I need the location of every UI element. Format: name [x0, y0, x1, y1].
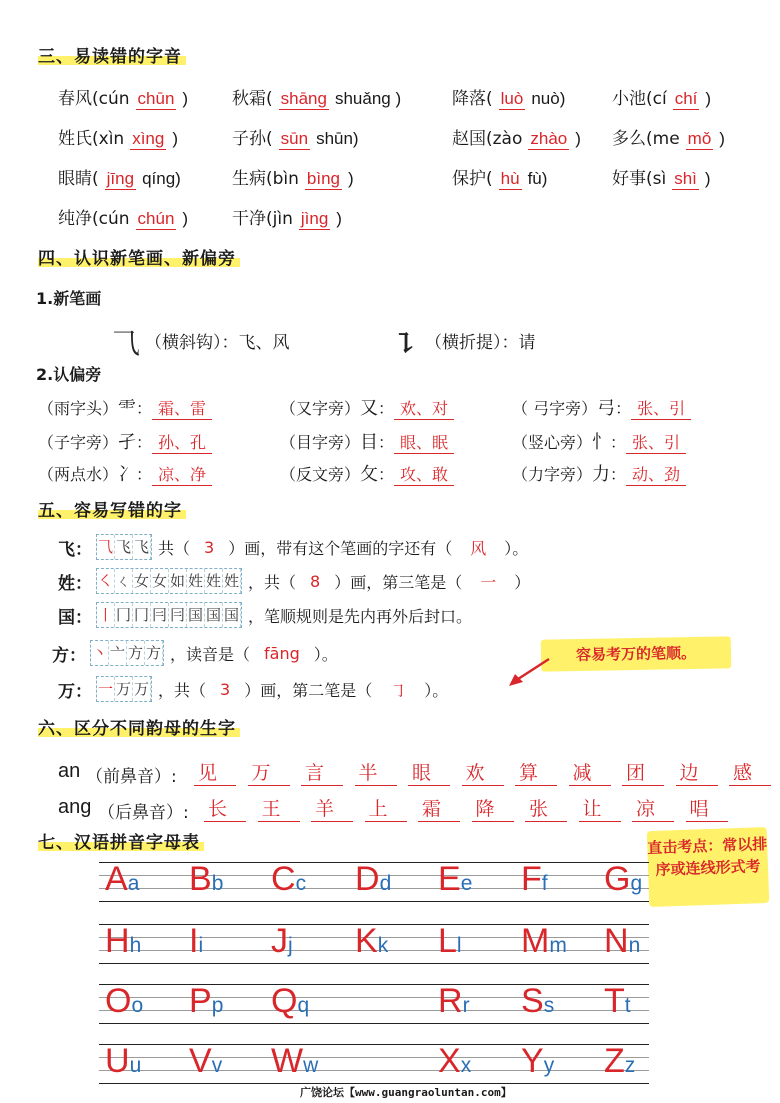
- sub-new-strokes: 1.新笔画: [36, 289, 102, 308]
- letter-pair: [355, 922, 388, 961]
- an-label: an: [58, 760, 81, 782]
- reading-item: [58, 124, 178, 149]
- radical-item: [38, 428, 212, 454]
- writing-label: 飞：: [58, 539, 92, 560]
- reading-tail: ): [705, 89, 712, 108]
- stroke-step: ㇛: [97, 569, 115, 593]
- reading-tail: ): [575, 129, 581, 148]
- radical-chars: 张、引: [626, 433, 686, 454]
- reading-answer: luò: [500, 89, 524, 108]
- radical-item: [38, 460, 212, 486]
- reading-tail: ): [336, 209, 342, 228]
- uppercase-letter: Y: [521, 1042, 544, 1080]
- reading-answer: mǒ: [687, 129, 712, 148]
- writing-text: ）: [514, 572, 531, 592]
- rule-line: [99, 997, 649, 998]
- reading-word: 姓氏(xìn: [58, 129, 125, 149]
- radical-chars: 欢、对: [394, 399, 454, 420]
- radical-chars: 动、劲: [626, 465, 686, 486]
- reading-answer: jìng: [300, 209, 329, 228]
- stroke-step: 女: [133, 569, 151, 593]
- lowercase-letter: i: [198, 934, 204, 957]
- reading-tail: ): [182, 209, 189, 228]
- radical-chars: 张、引: [631, 399, 691, 420]
- an-character: 半: [355, 758, 397, 786]
- radical-name: （目字旁）: [280, 433, 361, 452]
- letter-pair: [105, 1042, 141, 1081]
- reading-tail: nuò): [531, 89, 566, 108]
- reading-item: [232, 124, 359, 149]
- radical-colon: ：: [378, 465, 395, 484]
- lowercase-letter: q: [297, 994, 310, 1017]
- reading-item: [612, 164, 711, 189]
- letter-pair: [105, 922, 141, 961]
- writing-text: ，读音是（: [170, 644, 251, 664]
- ang-character: 张: [525, 794, 567, 822]
- letter-pair: [604, 1042, 635, 1081]
- lowercase-letter: f: [541, 872, 548, 895]
- reading-item: [58, 84, 188, 109]
- ruled-band: [99, 984, 649, 1024]
- stroke-order-grid: [96, 676, 152, 702]
- writing-text: ）。: [313, 644, 338, 664]
- radical-colon: ：: [378, 399, 395, 418]
- stroke-step: 冃: [169, 603, 187, 627]
- uppercase-letter: G: [604, 860, 631, 898]
- section7-title: 七、汉语拼音字母表: [38, 832, 204, 854]
- uppercase-letter: V: [189, 1042, 212, 1080]
- writing-text: 共（: [158, 538, 191, 558]
- reading-answer: zhào: [530, 129, 568, 148]
- radical-chars: 攻、敢: [394, 465, 454, 486]
- letter-pair: [189, 860, 223, 899]
- ang-character: 上: [365, 794, 407, 822]
- reading-word: 纯净(cún: [58, 209, 130, 229]
- stroke-step: 万: [133, 677, 151, 701]
- stroke-step: 飞: [115, 535, 133, 559]
- reading-answer: chūn: [137, 89, 175, 108]
- radical-chars: 孙、孔: [152, 433, 212, 454]
- reading-word: 赵国(zào: [452, 129, 523, 149]
- radical-item: [512, 428, 686, 454]
- an-character: 见: [194, 758, 236, 786]
- reading-tail: ): [719, 129, 725, 148]
- reading-item: [232, 84, 401, 109]
- rule-line: [99, 1023, 649, 1024]
- radical-item: [38, 394, 212, 420]
- uppercase-letter: X: [438, 1042, 461, 1080]
- writing-answer: fāng: [264, 643, 300, 663]
- lowercase-letter: t: [624, 994, 631, 1017]
- reading-item: [612, 124, 725, 149]
- stroke-step: 国: [205, 603, 223, 627]
- radical-glyph: 弓: [597, 398, 616, 419]
- letter-pair: [189, 1042, 222, 1081]
- lowercase-letter: h: [129, 934, 142, 957]
- reading-word: 秋霜(: [232, 89, 273, 109]
- lowercase-letter: d: [379, 872, 392, 895]
- writing-text: ，共（: [158, 680, 207, 700]
- an-character: 欢: [462, 758, 504, 786]
- letter-pair: [521, 1042, 554, 1081]
- radical-glyph: 攵: [360, 464, 379, 485]
- exam-point-note: 直击考点：常以排序或连线形式考: [647, 827, 770, 907]
- reading-answer: jīng: [106, 169, 135, 188]
- uppercase-letter: N: [604, 922, 629, 960]
- uppercase-letter: D: [355, 860, 380, 898]
- writing-label: 国：: [58, 607, 92, 628]
- reading-word: 生病(bìn: [232, 169, 299, 189]
- stroke-step: 飞: [133, 535, 151, 559]
- radical-colon: ：: [610, 465, 627, 484]
- reading-tail: ): [182, 89, 189, 108]
- letter-pair: [438, 922, 462, 961]
- rule-line: [99, 1010, 649, 1011]
- radical-colon: ：: [610, 433, 627, 452]
- writing-answer: 风: [470, 538, 487, 558]
- ang-character: 降: [472, 794, 514, 822]
- reading-item: [612, 84, 711, 109]
- lowercase-letter: g: [630, 872, 643, 895]
- letter-pair: [438, 860, 472, 899]
- radical-name: （雨字头）: [38, 399, 119, 418]
- section5-title: 五、容易写错的字: [38, 500, 186, 522]
- rule-line: [99, 1070, 649, 1071]
- ang-character: 长: [204, 794, 246, 822]
- stroke-order-grid: [96, 534, 152, 560]
- uppercase-letter: R: [438, 982, 463, 1020]
- lowercase-letter: e: [460, 872, 473, 895]
- lowercase-letter: z: [624, 1054, 636, 1077]
- lowercase-letter: k: [377, 934, 389, 957]
- reading-word: 干净(jìn: [232, 209, 293, 229]
- uppercase-letter: W: [271, 1042, 304, 1080]
- uppercase-letter: P: [189, 982, 212, 1020]
- an-character: 减: [569, 758, 611, 786]
- writing-answer: 3: [204, 537, 215, 557]
- letter-pair: [604, 860, 642, 899]
- reading-item: [58, 204, 188, 229]
- reading-word: 小池(cí: [612, 89, 667, 109]
- section3-title: 三、易读错的字音: [38, 46, 186, 68]
- reading-tail: shuǎng ): [334, 89, 402, 108]
- stroke-step: 姓: [205, 569, 223, 593]
- footer: 广饶论坛【www.guangraoluntan.com】: [300, 1086, 512, 1099]
- lowercase-letter: w: [303, 1054, 319, 1077]
- stroke-order-note: 容易考万的笔顺。: [541, 636, 732, 671]
- letter-pair: [189, 982, 223, 1021]
- letter-pair: [438, 1042, 471, 1081]
- reading-word: 多么(me: [612, 129, 680, 149]
- letter-pair: [271, 860, 306, 899]
- stroke-step: 方: [127, 641, 145, 665]
- ang-character: 霜: [418, 794, 460, 822]
- radical-glyph: 力: [592, 464, 611, 485]
- radical-chars: 凉、净: [152, 465, 212, 486]
- writing-answer: ㇆: [390, 680, 407, 700]
- radical-chars: 眼、眠: [394, 433, 454, 454]
- section4-title: 四、认识新笔画、新偏旁: [38, 248, 240, 270]
- radical-colon: ：: [136, 433, 153, 452]
- writing-label: 姓：: [58, 573, 92, 594]
- writing-item: [58, 676, 448, 702]
- letter-pair: [271, 922, 293, 961]
- radical-glyph: ⻗: [118, 398, 137, 419]
- radical-colon: ：: [615, 399, 632, 418]
- writing-answer: 8: [310, 571, 321, 591]
- letter-pair: [271, 1042, 318, 1081]
- rule-line: [99, 1044, 649, 1045]
- reading-word: 子孙(: [232, 129, 273, 149]
- rule-line: [99, 1057, 649, 1058]
- reading-item: [58, 164, 181, 189]
- letter-pair: [271, 982, 309, 1021]
- stroke-step: 冂: [133, 603, 151, 627]
- reading-answer: shì: [674, 169, 697, 188]
- lowercase-letter: m: [549, 934, 567, 957]
- reading-tail: shūn): [316, 129, 359, 148]
- writing-answer: 3: [220, 679, 231, 699]
- lowercase-letter: a: [127, 872, 140, 895]
- uppercase-letter: F: [521, 860, 542, 898]
- stroke-step: 姓: [223, 569, 241, 593]
- rule-line: [99, 963, 649, 964]
- lowercase-letter: o: [131, 994, 144, 1017]
- lowercase-letter: b: [211, 872, 224, 895]
- writing-answer: 一: [480, 572, 497, 592]
- writing-label: 万：: [58, 681, 92, 702]
- reading-tail: ): [348, 169, 354, 188]
- writing-text: ）画，带有这个笔画的字还有（: [228, 538, 453, 558]
- reading-word: 眼睛(: [58, 169, 99, 189]
- uppercase-letter: U: [105, 1042, 130, 1080]
- writing-label: 方：: [52, 645, 86, 666]
- stroke-step: ⺄: [97, 535, 115, 559]
- stroke-step: 亠: [109, 641, 127, 665]
- writing-text: ，笔顺规则是先内再外后封口。: [248, 606, 473, 626]
- reading-tail: qíng): [142, 169, 181, 188]
- lowercase-letter: v: [211, 1054, 223, 1077]
- reading-answer: bìng: [306, 169, 341, 188]
- lowercase-letter: l: [456, 934, 462, 957]
- reading-tail: ): [172, 129, 179, 148]
- ang-desc: （后鼻音）:: [98, 803, 189, 823]
- an-desc: （前鼻音）:: [86, 767, 177, 787]
- an-character: 眼: [408, 758, 450, 786]
- an-character: 团: [622, 758, 664, 786]
- writing-text: ）画，第三笔是（: [334, 572, 463, 592]
- uppercase-letter: I: [189, 922, 199, 960]
- uppercase-letter: M: [521, 922, 550, 960]
- uppercase-letter: B: [189, 860, 212, 898]
- stroke-step: 一: [97, 677, 115, 701]
- an-character: 言: [301, 758, 343, 786]
- uppercase-letter: A: [105, 860, 128, 898]
- an-character: 万: [248, 758, 290, 786]
- uppercase-letter: E: [438, 860, 461, 898]
- lowercase-letter: x: [460, 1054, 472, 1077]
- lowercase-letter: n: [628, 934, 641, 957]
- letter-pair: [355, 860, 391, 899]
- uppercase-letter: H: [105, 922, 130, 960]
- ang-character: 羊: [311, 794, 353, 822]
- ang-character: 让: [579, 794, 621, 822]
- note-arrow-icon: [505, 655, 555, 691]
- ang-character: 王: [258, 794, 300, 822]
- radical-colon: ：: [136, 465, 153, 484]
- lowercase-letter: r: [462, 994, 470, 1017]
- letter-pair: [105, 860, 139, 899]
- reading-item: [232, 204, 342, 229]
- uppercase-letter: T: [604, 982, 625, 1020]
- lowercase-letter: u: [129, 1054, 142, 1077]
- sub-radicals: 2.认偏旁: [36, 365, 102, 384]
- writing-text: ）。: [424, 680, 449, 700]
- radical-colon: ：: [136, 399, 153, 418]
- ang-label: ang: [58, 796, 92, 818]
- uppercase-letter: L: [438, 922, 457, 960]
- uppercase-letter: Q: [271, 982, 298, 1020]
- stroke-step: ㄑ: [115, 569, 133, 593]
- lowercase-letter: j: [288, 934, 293, 957]
- radical-name: （竖心旁）: [512, 433, 593, 452]
- lowercase-letter: y: [543, 1054, 555, 1077]
- reading-item: [232, 164, 354, 189]
- stroke-step: 方: [145, 641, 163, 665]
- radical-colon: ：: [378, 433, 395, 452]
- letter-pair: [105, 982, 143, 1021]
- reading-answer: xìng: [132, 129, 165, 148]
- reading-item: [452, 164, 547, 189]
- ang-character: 唱: [686, 794, 728, 822]
- ang-character: 凉: [632, 794, 674, 822]
- stroke-step: 如: [169, 569, 187, 593]
- reading-answer: hù: [500, 169, 520, 188]
- radical-name: （子字旁）: [38, 433, 119, 452]
- stroke-order-grid: [96, 602, 242, 628]
- letter-pair: [189, 922, 203, 961]
- stroke2-text: （横折提）：请: [425, 333, 536, 353]
- an-character: 边: [676, 758, 718, 786]
- writing-item: [52, 640, 338, 666]
- radical-name: （又字旁）: [280, 399, 361, 418]
- lowercase-letter: c: [295, 872, 307, 895]
- rule-line: [99, 901, 649, 902]
- stroke-step: 冃: [151, 603, 169, 627]
- an-character: 感: [729, 758, 771, 786]
- stroke-step: 丶: [91, 641, 109, 665]
- reading-word: 降落(: [452, 89, 493, 109]
- letter-pair: [438, 982, 470, 1021]
- stroke-step: 国: [223, 603, 241, 627]
- letter-pair: [604, 982, 631, 1021]
- writing-text: ）画，第二笔是（: [244, 680, 373, 700]
- radical-glyph: 孑: [118, 432, 137, 453]
- radical-glyph: 冫: [118, 464, 137, 485]
- radical-glyph: 忄: [592, 432, 611, 453]
- radical-name: （力字旁）: [512, 465, 593, 484]
- stroke2-glyph: ㇊: [392, 327, 421, 360]
- uppercase-letter: K: [355, 922, 378, 960]
- reading-answer: chí: [674, 89, 698, 108]
- uppercase-letter: J: [271, 922, 288, 960]
- writing-item: [58, 568, 530, 594]
- writing-item: [58, 602, 472, 628]
- letter-pair: [521, 860, 548, 899]
- stroke-step: 万: [115, 677, 133, 701]
- uppercase-letter: Z: [604, 1042, 625, 1080]
- rule-line: [99, 984, 649, 985]
- lowercase-letter: s: [543, 994, 555, 1017]
- letter-pair: [521, 982, 554, 1021]
- stroke-step: 女: [151, 569, 169, 593]
- reading-item: [452, 84, 565, 109]
- radical-item: [512, 394, 691, 420]
- reading-word: 保护(: [452, 169, 493, 189]
- reading-item: [452, 124, 581, 149]
- writing-text: ）。: [504, 538, 529, 558]
- letter-pair: [521, 922, 567, 961]
- reading-tail: fù): [527, 169, 548, 188]
- lowercase-letter: p: [211, 994, 224, 1017]
- uppercase-letter: S: [521, 982, 544, 1020]
- reading-word: 好事(sì: [612, 169, 667, 189]
- reading-word: 春风(cún: [58, 89, 130, 109]
- radical-name: （两点水）: [38, 465, 119, 484]
- radical-chars: 霜、雷: [152, 399, 212, 420]
- radical-name: （反文旁）: [280, 465, 361, 484]
- stroke1-text: （横斜钩）：飞、风: [145, 333, 290, 353]
- radical-item: [280, 460, 454, 486]
- radical-glyph: 又: [360, 398, 379, 419]
- stroke-step: 国: [187, 603, 205, 627]
- reading-answer: shāng: [280, 89, 327, 108]
- stroke-step: 丨: [97, 603, 115, 627]
- ruled-band: [99, 1044, 649, 1084]
- section6-title: 六、区分不同韵母的生字: [38, 718, 240, 740]
- radical-item: [512, 460, 686, 486]
- radical-item: [280, 428, 454, 454]
- stroke-order-grid: [90, 640, 164, 666]
- an-character: 算: [515, 758, 557, 786]
- radical-name: （ 弓字旁）: [512, 399, 598, 418]
- uppercase-letter: O: [105, 982, 132, 1020]
- stroke-step: 姓: [187, 569, 205, 593]
- reading-answer: sūn: [280, 129, 309, 148]
- radical-item: [280, 394, 454, 420]
- writing-item: [58, 534, 528, 560]
- stroke-step: 冂: [115, 603, 133, 627]
- reading-answer: chún: [137, 209, 175, 228]
- radical-glyph: 目: [360, 432, 379, 453]
- stroke-order-grid: [96, 568, 242, 594]
- uppercase-letter: C: [271, 860, 296, 898]
- letter-pair: [604, 922, 640, 961]
- writing-text: ，共（: [248, 572, 297, 592]
- reading-tail: ): [704, 169, 711, 188]
- stroke1-glyph: ⺄: [112, 327, 141, 360]
